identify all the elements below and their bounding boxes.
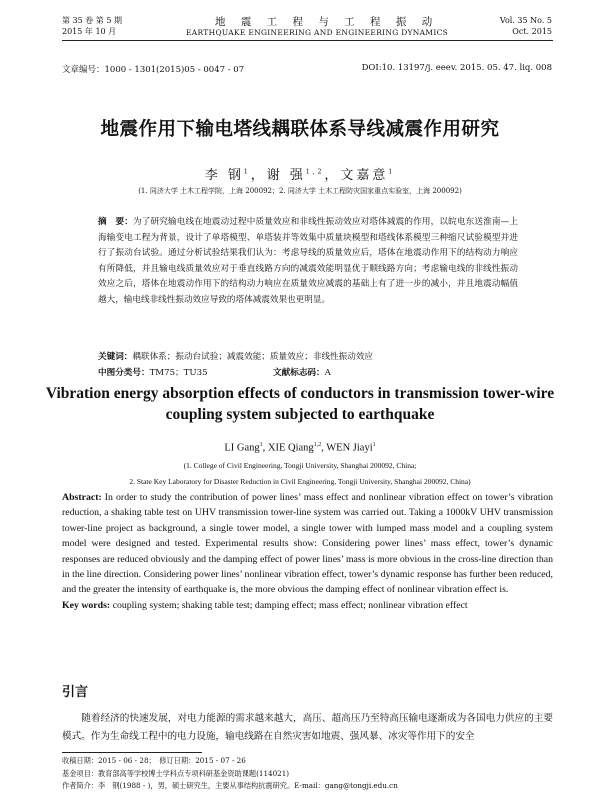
- keywords-en-text: coupling system; shaking table test; damping effect; mass effect; nonlinear vibration effect: [110, 599, 468, 611]
- volume-cn: 第 35 卷 第 5 期: [62, 16, 122, 25]
- author-3-cn: ，文嘉意: [324, 168, 389, 183]
- abstract-cn: [98, 215, 518, 308]
- author-2-cn-sup: 1,2: [305, 168, 325, 176]
- author-3-en: , WEN Jiayi: [321, 442, 373, 454]
- article-number: 文章编号：1000 - 1301(2015)05 - 0047 - 07: [62, 65, 245, 75]
- abstract-cn-text: 为了研究输电线在地震动过程中质量效应和非线性振动效应对塔体减震的作用，以皖电东送淮南—上海输变电工程为背景，设计了单塔模型、单塔装并等效集中质量块模型和塔线体系模型三种缩尺试验模型并进行了振动台试验。通过分析试验结果我们认为：考虑导线的质量效应后，塔体在地震动作用下的结构动力响应有所降低，并且输电线质量效应对于垂直线路方向的减震效能明显优于顺线路方向；考虑输电线的非线性振动效应之后，塔体在地震动作用下的结构动力响应在质量效应减震的基础上有了进一步的减小，并且地震动幅值越大，输电线非线性振动效应导致的塔体减震效果也更明显。: [98, 217, 518, 305]
- doc-code-value: A: [324, 368, 331, 378]
- keywords-cn: [98, 350, 518, 366]
- keywords-cn-text: 耦联体系；振动台试验；减震效能；质量效应；非线性振动效应: [132, 352, 374, 362]
- authors-en: [0, 442, 600, 454]
- header-rule: [62, 40, 553, 41]
- date-en: Oct. 2015: [512, 27, 552, 36]
- clc-value: TM75；TU35: [149, 368, 208, 378]
- volume-en: Vol. 35 No. 5: [499, 16, 552, 25]
- doc-code-label: 文献标志码：: [273, 368, 325, 378]
- affiliation-en-1: (1. College of Civil Engineering, Tongji University, Shanghai 200092, China;: [183, 461, 417, 470]
- author-3-cn-sup: 1: [388, 168, 396, 176]
- author-1-en: LI Gang: [224, 442, 260, 454]
- author-3-en-sup: 1: [372, 442, 376, 448]
- intro-text: 随着经济的快速发展，对电力能源的需求越来越大，高压、超高压乃至特高压输电逐渐成为各国电力供应的主要模式。作为生命线工程中的电力设施，输电线路在自然灾害如地震、强风暴、冰灾等作用下的安全: [62, 713, 553, 742]
- footnotes: [62, 755, 553, 793]
- received-date: 收稿日期：2015 - 06 - 28； 修订日期：2015 - 07 - 26: [62, 756, 246, 765]
- abstract-en-text: In order to study the contribution of power lines’ mass effect and nonlinear vibration effect on tower’s vibration reduction, a shaking table test on UHV transmission tower-line system was carried out. Taking a 1000kV UHV transmission tower-line project as background, a single tower model, a single tower with lumped mass model and a coupling system model were designed and tested. Experimental results show: Considering power lines’ mass effect, tower’s dynamic responses are reduced obviously and the damping effect of power lines’ mass is more obvious in the cross-line direction than in the line direction. Considering power lines’ nonlinear vibration effect, tower’s dynamic response has further been reduced, and the greater the intensity of earthquake is, the more obvious the damping effect of nonlinear vibration effect is.: [62, 492, 553, 596]
- keywords-en-label: Key words:: [62, 599, 111, 611]
- author-bio: 作者简介：李 钢(1988 - )，男，硕士研究生，主要从事结构抗震研究。E-mail：gang@tongji.edu.cn: [62, 781, 398, 790]
- intro-heading: 引言: [62, 685, 89, 700]
- affiliation-cn: (1. 同济大学 土木工程学院，上海 200092；2. 同济大学 土木工程防灾国家重点实验室，上海 200092): [138, 187, 462, 195]
- abstract-en-label: Abstract:: [62, 492, 102, 503]
- title-cn: 地震作用下输电塔线耦联体系导线减震作用研究: [100, 119, 500, 140]
- affiliation-en-2: 2. State Key Laboratory for Disaster Reduction in Civil Engineering, Tongji University, Shanghai 200092, China): [129, 477, 471, 486]
- footnote-rule: [62, 752, 202, 753]
- authors-cn: [0, 164, 600, 183]
- author-1-cn: 李 钢: [204, 168, 244, 183]
- author-1-cn-sup: 1: [243, 168, 251, 176]
- fund-info: 基金项目：教育部高等学校博士学科点专项科研基金资助课题(114021): [62, 768, 290, 778]
- date-cn: 2015 年 10 月: [62, 27, 117, 36]
- title-en-line-2: coupling system subjected to earthquake: [165, 406, 435, 423]
- author-1-en-sup: 1: [259, 442, 263, 448]
- abstract-cn-label: 摘 要：: [98, 217, 134, 227]
- author-2-en: , XIE Qiang: [262, 442, 314, 454]
- author-2-en-sup: 1,2: [313, 442, 322, 448]
- journal-title-cn: 地 震 工 程 与 工 程 振 动: [215, 16, 439, 28]
- author-2-cn: ，谢 强: [250, 168, 306, 183]
- clc-label: 中图分类号：: [98, 368, 150, 378]
- title-en-line-1: Vibration energy absorption effects of conductors in transmission tower-wire: [45, 385, 555, 402]
- classification-line: [98, 366, 518, 382]
- doi: DOI:10. 13197/j. eeev. 2015. 05. 47. liq. 008: [361, 63, 552, 73]
- keywords-cn-label: 关键词：: [98, 352, 133, 362]
- journal-title-en: EARTHQUAKE ENGINEERING AND ENGINEERING DYNAMICS: [186, 28, 449, 37]
- abstract-en: [62, 490, 553, 613]
